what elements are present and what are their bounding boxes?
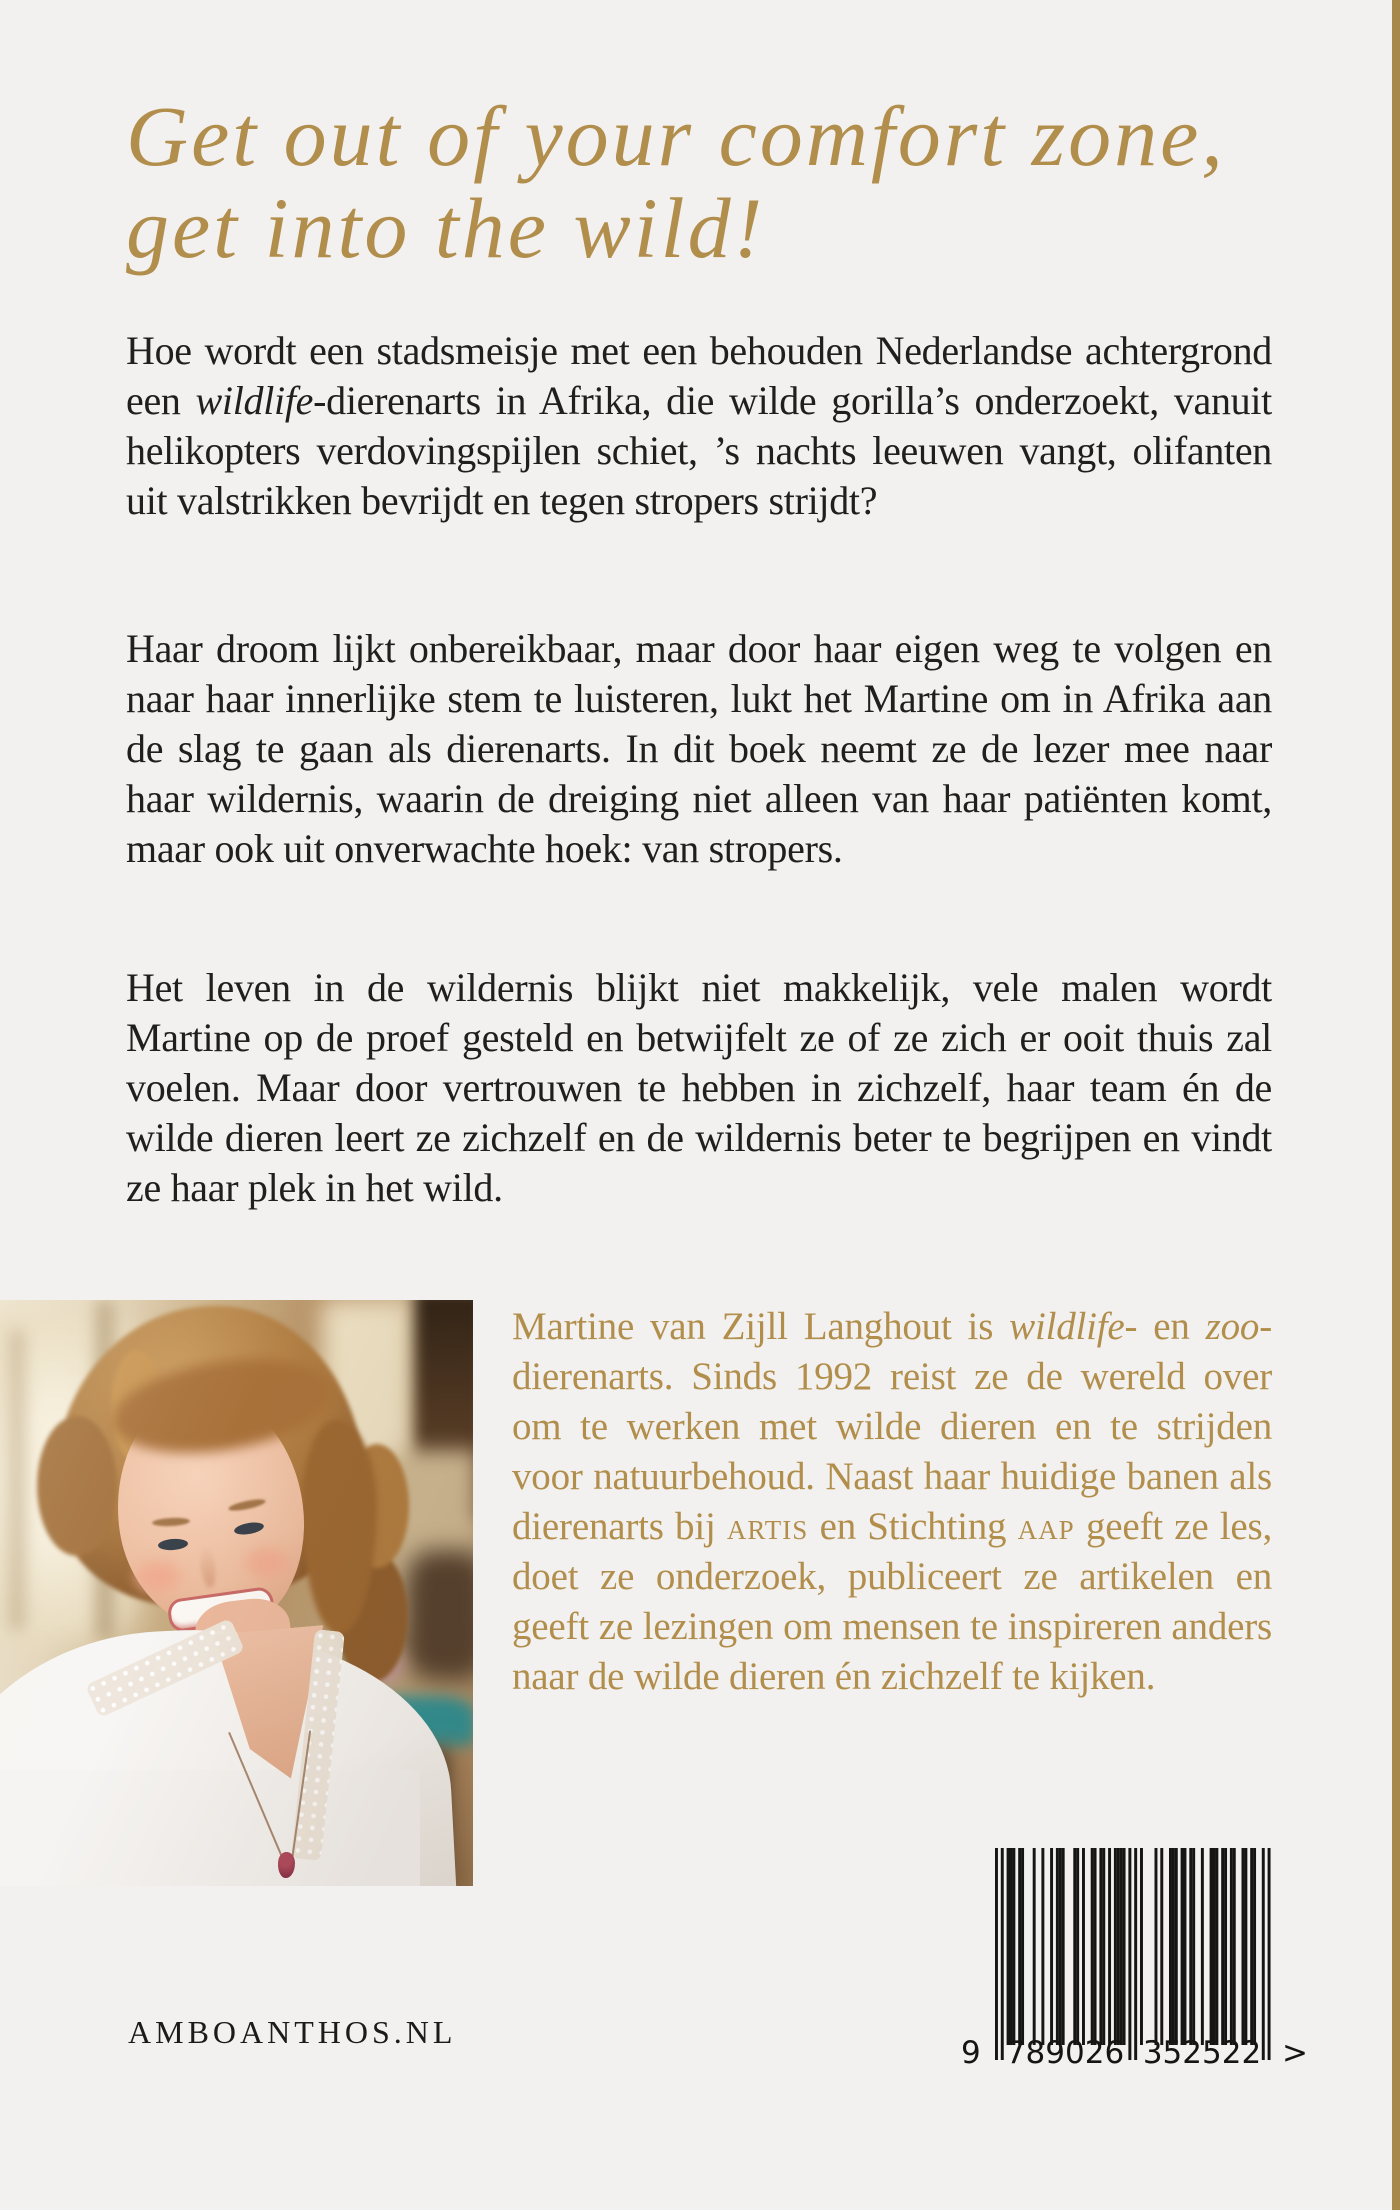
author-bio: Martine van Zijll Langhout is wildlife- en zoo-dierenarts. Sinds 1992 reist ze de wereld over om te werken met wilde dieren en te strijden voor natuurbehoud. Naast haar huidige banen als dierenarts bij artis en Stichting aap geeft ze les, doet ze onderzoek, publiceert ze artikelen en geeft ze lezingen om mensen te inspireren anders naar de wilde dieren én zichzelf te kijken. xyxy=(512,1305,1272,1698)
isbn-prefix-digit: 9 xyxy=(961,2035,981,2071)
barcode xyxy=(961,1848,1315,2080)
tagline-line1: Get out of your comfort zone, xyxy=(126,88,1226,184)
barcode-quiet-zone-arrow: > xyxy=(1282,2035,1308,2071)
tagline xyxy=(126,90,1226,274)
tagline-line2: get into the wild! xyxy=(126,180,766,276)
isbn-group-1: 789026 xyxy=(1005,2035,1125,2071)
cover-edge-stripe xyxy=(1392,0,1400,2210)
author-photo xyxy=(0,1300,473,1886)
barcode-bars xyxy=(995,1848,1271,2061)
synopsis-paragraph-3: Het leven in de wildernis blijkt niet makkelijk, vele malen wordt Martine op de proef gesteld en betwijfelt ze of ze zich er ooit thuis zal voelen. Maar door vertrouwen te hebben in zichzelf, haar team én de wilde dieren leert ze zichzelf en de wildernis beter te begrijpen en vindt ze haar plek in het wild. xyxy=(126,965,1272,1210)
synopsis-paragraph-1: Hoe wordt een stadsmeisje met een behouden Nederlandse achtergrond een wildlife-dierenarts in Afrika, die wilde gorilla’s onderzoekt, vanuit helikopters verdovingspijlen schiet, ’s nachts leeuwen vangt, olifanten uit valstrikken bevrijdt en tegen stropers strijdt? xyxy=(126,328,1272,523)
photo-tone-overlay xyxy=(0,1300,473,1886)
synopsis-paragraph-2: Haar droom lijkt onbereikbaar, maar door haar eigen weg te volgen en naar haar innerlijke stem te luisteren, lukt het Martine om in Afrika aan de slag te gaan als dierenarts. In dit boek neemt ze de lezer mee naar haar wildernis, waarin de dreiging niet alleen van haar patiënten komt, maar ook uit onverwachte hoek: van stropers. xyxy=(126,626,1272,871)
publisher-website: AMBOANTHOS.NL xyxy=(128,2014,457,2050)
isbn-group-2: 352522 xyxy=(1142,2035,1262,2071)
